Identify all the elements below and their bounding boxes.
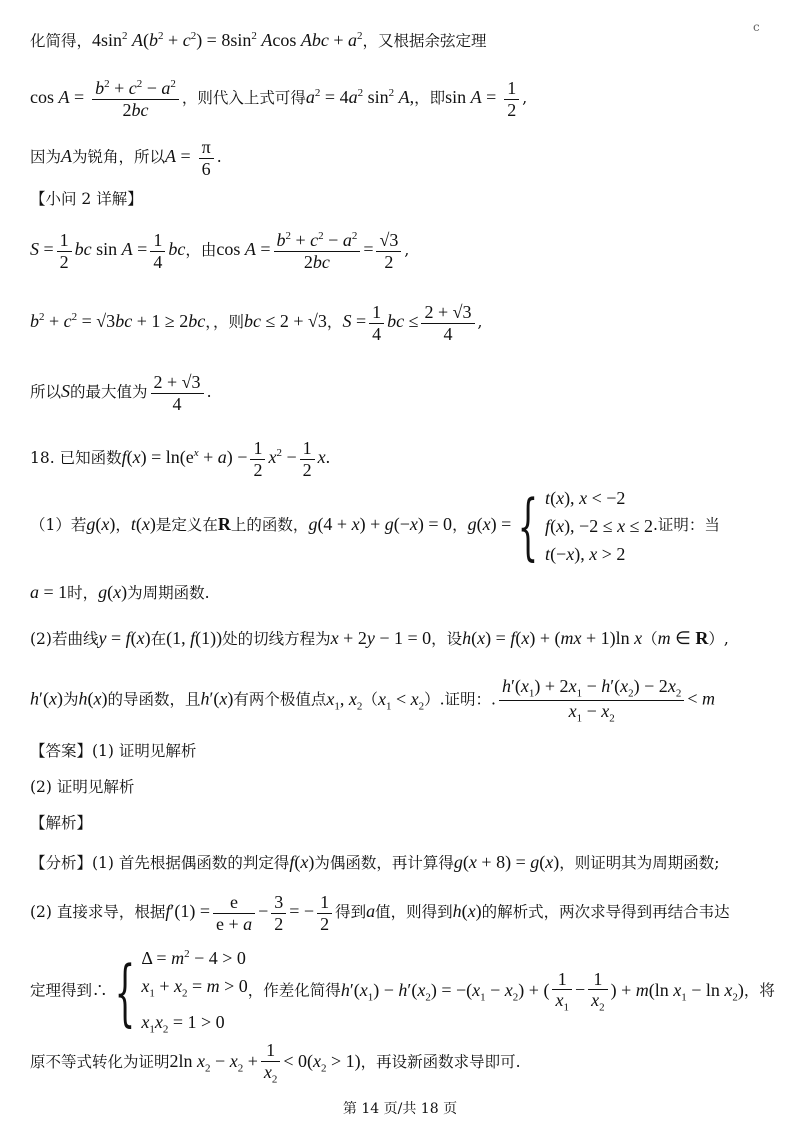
line-area: S = $\frac{1}{2}$ bc sin A = $\frac{1}{4}$ bc，由cos A = $\frac{b^2 + c^2 - a^2}{2bc}$ = $\frac{√3}{2}$ , (30, 230, 410, 272)
analysis-3: 定理得到∴{ $\Delta = m^2 - 4 > 0$ $x_1 + x_2 = m > 0$ $x_1x_2 = 1 > 0$ ，作差化简得$h'(x_1) - h'(x_2) = -(x_1 - x_2)$ + ( $\frac{1}{x_1}$ − $\frac{1}{x_2}$ ) + m(ln $x_1 - \ln x_2$)，将 (30, 948, 775, 1036)
line-simplify: 化简得，$4\sin^2$ $A(b^2 + c^2) = 8\sin^2$ Acos Abc + $a^2$，又根据余弦定理 (30, 30, 487, 50)
answer-2: (2) 证明见解析 (30, 778, 135, 796)
analysis-4: 原不等式转化为证明2ln $x_2 - x_2$ + $\frac{1}{x_2}$ < $0(x_2 > 1)$，再设新函数求导即可. (30, 1040, 521, 1086)
part-2: (2)若曲线y = f(x)在(1, f(1))处的切线方程为x + 2y − 1 = 0，设h(x) = f(x) + (mx + 1)ln x（m ∈ R）, (30, 628, 729, 648)
part-1-cont: a = 1时，g(x)为周期函数. (30, 582, 210, 602)
part-1: （1）若g(x)，t(x)是定义在R上的函数，g(4 + x) + g(−x) = 0，g(x) ={ t(x), x < −2 f(x), −2 ≤ x ≤ 2 t(−x), x > 2 .证明：当 (30, 484, 720, 568)
analysis-1: 【分析】(1) 首先根据偶函数的判定得f(x)为偶函数，再计算得g(x + 8) = g(x)，则证明其为周期函数; (30, 852, 720, 872)
corner-mark: c (753, 20, 760, 34)
analysis-2: (2) 直接求导，根据f′(1) = $\frac{e}{e + a}$ − $\frac{3}{2}$ = − $\frac{1}{2}$ 得到a值，则得到h(x)的解析式，两次求导得到再结合韦达 (30, 892, 730, 934)
page-footer: 第 14 页/共 18 页 (342, 1101, 458, 1117)
line-acute: 因为A为锐角，所以A = $\frac{\pi}{6}$ . (30, 137, 222, 179)
part-2-cont: h′(x)为h(x)的导函数，且h′(x)有两个极值点$x_1$, $x_2(x_1 < x_2)$.证明：. $\frac{h'(x_1) + 2x_1 - h'(x_2) - 2x_2}{x_1 - x_2}$ < m (30, 676, 715, 725)
line-max: 所以S的最大值为 $\frac{2 + √3}{4}$ . (30, 372, 212, 414)
analysis-heading: 【解析】 (30, 814, 93, 832)
line-cosine: cos A = $\frac{b^2 + c^2 - a^2}{2bc}$ ，则代入上式可得$a^2 = 4a^2$ $\sin^2 A$,，即sin A = $\frac{1}{2}$ , (30, 78, 528, 120)
question-18: 18. 已知函数$f(x) = \ln(e^x + a)$ − $\frac{1}{2}$ $x^2$ − $\frac{1}{2}$ x. (30, 438, 331, 480)
answer: 【答案】(1) 证明见解析 (30, 742, 197, 760)
line-inequality: $b^2 + c^2 = √3bc + 1 \ge 2bc$，，则bc ≤ 2 + √3，S = $\frac{1}{4}$ bc ≤ $\frac{2 + √3}{4}$ , (30, 302, 483, 344)
section-heading: 【小问 2 详解】 (30, 190, 143, 208)
